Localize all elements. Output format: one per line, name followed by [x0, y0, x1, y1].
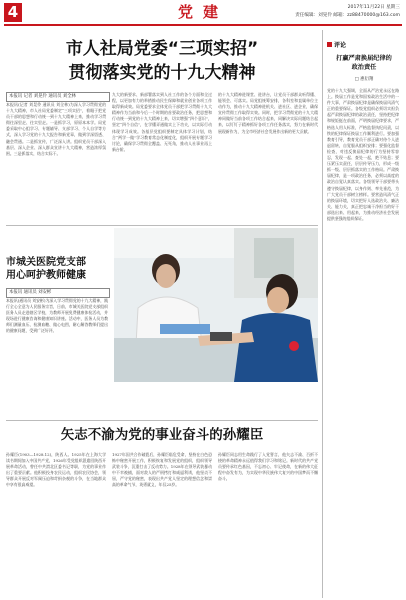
article2-photo — [114, 228, 318, 382]
article1-headline-line1[interactable]: 市人社局党委“三项实招” — [65, 39, 259, 59]
editor-line: 责任编辑：刘晃伶 邮箱：zz88470000@163.com — [295, 13, 400, 18]
sidebar-tag-label: 评论 — [334, 42, 347, 49]
article1-body-col3: 的十九大精神进课堂、进讲台，让党员干部群众听得懂、能领会、可落实。局党组统筹安排，各科室和直属单位主动作为，推动十九大精神进机关、进社区、进企业，确保宣传贯彻工作取得实效。同时，把学习贯彻党的十九大精神同做好当前各项工作结合起来，同解决实际问题结合起来，以钉钉子精神抓好各项工作任务落实，努力在新时代展现新作为，为全市经济社会发展作出新的更大贡献。 — [218, 92, 318, 134]
page-number: 4 — [4, 3, 22, 22]
article2-byline: 本报讯 通讯员 刘安彬 — [6, 288, 110, 298]
article3-body-col3: 孙耀臣同志用生命践行了入党誓言，他矢志不渝、百折不挠的革命精神永远值得我们学习和铭记。新时代的共产党员要传承红色基因，不忘初心、牢记使命，在新的伟大征程中奋发有为，为实现中华民族伟大复兴的中国梦而不懈奋斗。 — [218, 452, 318, 482]
section-title: 党建 — [177, 3, 228, 21]
divider-2 — [6, 420, 318, 421]
issue-date: 2017年11月22日 星期三 — [347, 5, 400, 10]
main-column — [6, 30, 318, 598]
sidebar-body: 党的十九大强调，全面从严治党永远在路上。换届工作是党和国家政治生活中的一件大事，严肃换届纪律是确保换届风清气正的重要保证。各级党组织必须切实担负起严肃换届纪律的政治责任，坚持把纪律和规矩挺在前面，严明换届纪律要求，严格选人用人标准，严格监督执纪问责，以铁的纪律保证换届工作顺利进行。要加强教育引导，教育党员干部正确对待个人进退留转，自觉服从组织安排；要强化监督检查，对违反换届纪律的行为坚持零容忍，发现一起、查处一起，绝不姑息；要压紧压实责任，层层传导压力，形成一级抓一级、层层抓落实的工作格局。严肃换届纪律，是一项政治任务，必须以高度的政治自觉认真落实。各级领导干部要带头遵守换届纪律，以身作则、率先垂范，为广大党员干部树立榜样。要营造风清气正的换届环境，切实把好人选政治关、廉洁关、能力关，真正把忠诚干净担当的好干部选出来、用起来，为推动经济社会发展提供坚强的组织保证。 — [327, 88, 399, 221]
sidebar-headline-line2: 政治责任 — [351, 64, 377, 71]
article1-byline: 本报讯 记者 刘晃伶 通讯员 刘全林 — [6, 92, 110, 102]
sidebar-author: □ 惠衍翔 — [354, 77, 374, 82]
header-rule — [4, 24, 402, 26]
article1-headline-line2[interactable]: 贯彻落实党的十九大精神 — [68, 63, 256, 83]
article2-headline-line2: 用心呵护教师健康 — [6, 270, 86, 281]
sidebar-headline[interactable] — [327, 54, 401, 72]
article1-body-col1: 本报讯(记者 刘晃伶 通讯员 刘全林)为深入学习贯彻党的十九大精神，市人社局党委制定“三项实招”，着眼于把党员干部的思想和行动统一到十九大精神上来，推动学习贯彻往深里走、往实里走。一是抓学习，原原本本学。局党委采取中心组学习、专题辅导、支部学习、个人自学等方式，深入学习党的十九大报告和新党章，做到学深悟透、融会贯通。二是抓宣传，广泛深入讲。组织党员干部深入基层、深入企业、深入群众宣讲十九大精神，营造浓厚氛围。三是抓落实，结合实际干。 — [6, 102, 106, 156]
article2-headline[interactable] — [6, 256, 110, 282]
divider-1 — [6, 225, 318, 226]
article3-body-col2: 1927年国共合作破裂后，孙耀臣临危受命，坚持在白色恐怖中秘密开展工作，积极恢复和发展党的组织，组织领导武装斗争，沉重打击了反动势力。1928年在领导武装暴动中不幸被捕，面对敌人的严刑拷打和威逼利诱，他坚贞不屈，严守党的秘密，表现出共产党人坚定的理想信念和崇高的革命气节，英勇就义，年仅25岁。 — [112, 452, 212, 488]
medical-checkup-photo-image — [114, 228, 318, 382]
sidebar-headline-line1: 打赢严肃换届纪律的 — [336, 55, 392, 62]
tag-square-icon — [327, 42, 332, 47]
sidebar-column — [322, 30, 402, 598]
article3-body-col1: 孙耀臣(1903—1928.12)，陕西人。1925年在上海大学读书期间加入中国共产党，1926年受党组织派遣回陕西开展革命活动，曾任中共渭北区委书记等职，为党的事业作出了重要贡献。他积极投身农民运动，组织农民协会，领导群众开展反对军阀压迫和苛捐杂税的斗争，在当地群众中享有很高威望。 — [6, 452, 106, 488]
article3-headline[interactable]: 矢志不渝为党的事业奋斗的孙耀臣 — [60, 427, 264, 443]
article1-body-col2: 九大的新要求、新部署落实到人社工作的各个方面和全过程，以更加有力的举措推动民生保障和就业创业各项工作取得新成效。局党委要求全体党员干部把学习贯彻十九大精神作为当前和今后一个时期的首要政治任务，把思想和行动统一到党的十九大精神上来，切实增强“四个意识”，坚定“四个自信”，在学懂弄通做实上下功夫，以实际行动体现学习成效。各基层党组织要制定具体学习计划，结合“两学一做”学习教育常态化制度化，组织开展专题学习讨论，确保学习贯彻全覆盖、无死角，推动人社事业再上新台阶。 — [112, 92, 212, 152]
article2-body: 本报讯(通讯员 刘安彬)为深入学习贯彻党的十九大精神，践行全心全意为人民服务宗旨，日前，市城关医院党支部组织医务人员走进辖区学校，为教师开展免费健康体检活动，并现场进行健康咨询和健康知识讲座。活动中，医务人员为教师们测量血压、检测血糖、做心电图，耐心解答教师们提出的健康问题，受到广泛好评。 — [6, 298, 108, 334]
article2-headline-line1: 市城关医院党支部 — [6, 257, 86, 268]
page-header — [4, 3, 402, 25]
sidebar-tag — [327, 42, 346, 50]
